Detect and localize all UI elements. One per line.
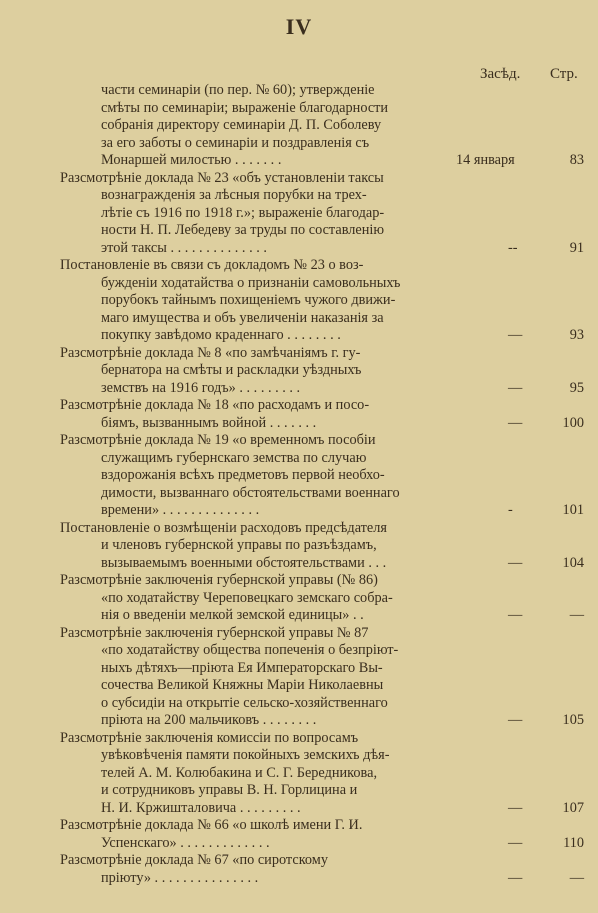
entry-line	[0, 642, 598, 660]
entry-page: 105	[562, 712, 584, 728]
entry-page: 100	[562, 414, 584, 431]
entry-page: 104	[562, 554, 584, 571]
entry-text: нія о введеніи мелкой земской единицы» . .	[101, 607, 364, 623]
column-header-page: Стр.	[550, 66, 578, 82]
entry-line	[0, 537, 598, 555]
entry-text: Успенскаго» . . . . . . . . . . . . .	[101, 834, 270, 851]
entry-line	[0, 135, 598, 153]
entry-session: —	[508, 327, 523, 343]
entry-text: ности Н. П. Лебедеву за труды по составленію	[101, 222, 385, 238]
entry-text: порубокъ тайнымъ похищеніемъ чужого движи-	[101, 292, 396, 308]
entry-line	[0, 275, 598, 293]
entry-text: земствъ на 1916 годъ» . . . . . . . . .	[101, 379, 301, 396]
entry-text: Постановленіе въ связи съ докладомъ № 23 о воз-	[60, 257, 364, 273]
entry-text: за его заботы о семинаріи и поздравленія съ	[101, 134, 370, 151]
toc-entry	[0, 345, 598, 398]
entry-session: —	[508, 834, 523, 851]
entry-text: Разсмотрѣніе доклада № 18 «по расходамъ и посо-	[60, 397, 370, 413]
toc-entry	[0, 432, 598, 520]
entry-page: 93	[569, 327, 584, 343]
entry-text: бужденіи ходатайства о признаніи самовольныхъ	[101, 274, 401, 291]
entry-line	[0, 397, 598, 415]
entry-text: времени» . . . . . . . . . . . . . .	[101, 502, 260, 518]
entry-text: Разсмотрѣніе доклада № 8 «по замѣчаніямъ г. гу-	[60, 344, 361, 361]
entry-line	[0, 310, 598, 328]
entry-text: димости, вызваннаго обстоятельствами военнаго	[101, 484, 400, 501]
entry-session: —	[508, 869, 523, 886]
entry-line	[0, 870, 598, 888]
toc-entry	[0, 572, 598, 625]
entry-line	[0, 485, 598, 503]
entry-session: —	[508, 712, 523, 728]
toc-entry	[0, 257, 598, 345]
entry-text: части семинаріи (по пер. № 60); утвержденіе	[101, 82, 375, 98]
entry-page: —	[569, 869, 584, 886]
entry-text: телей А. М. Колюбакина и С. Г. Бередникова,	[101, 764, 378, 781]
entry-text: собранія директору семинаріи Д. П. Соболеву	[101, 117, 382, 133]
entry-page: —	[569, 607, 584, 623]
entry-line	[0, 100, 598, 118]
entry-page: 83	[569, 152, 584, 168]
entry-page: 95	[569, 379, 584, 396]
entry-line	[0, 415, 598, 433]
entry-page: 91	[569, 239, 584, 256]
entry-line	[0, 782, 598, 800]
entry-line	[0, 695, 598, 713]
entry-line	[0, 817, 598, 835]
entry-text: «по ходатайству общества попеченія о безпрiют-	[101, 642, 399, 658]
entry-session: -	[508, 502, 513, 518]
entry-line	[0, 240, 598, 258]
entry-text: пріюта на 200 мальчиковъ . . . . . . . .	[101, 712, 317, 728]
entry-line	[0, 765, 598, 783]
entry-text: этой таксы . . . . . . . . . . . . . .	[101, 239, 267, 256]
entry-text: Разсмотрѣніе заключенія губернской управы (№ 86)	[60, 572, 378, 588]
entry-line	[0, 835, 598, 853]
entry-text: маго имущества и объ увеличеніи наказанія за	[101, 309, 384, 326]
entry-text: покупку завѣдомо краденнаго . . . . . . . .	[101, 327, 341, 343]
entry-text: Постановленіе о возмѣщеніи расходовъ предсѣдателя	[60, 519, 387, 536]
entry-text: Разсмотрѣніе доклада № 19 «о временномъ пособіи	[60, 432, 376, 448]
entry-text: Монаршей милостью . . . . . . .	[101, 152, 282, 168]
toc-entry	[0, 397, 598, 432]
entry-session: —	[508, 607, 523, 623]
entry-text: и сотрудниковъ управы В. Н. Горлицина и	[101, 782, 358, 798]
entry-session: --	[508, 239, 518, 256]
entry-text: Н. И. Кржишталовича . . . . . . . . .	[101, 799, 301, 816]
entry-session: —	[508, 379, 523, 396]
entry-line	[0, 467, 598, 485]
toc-entry	[0, 730, 598, 818]
entry-line	[0, 852, 598, 870]
entry-text: бернатора на смѣты и раскладки уѣздныхъ	[101, 362, 362, 378]
entry-line	[0, 590, 598, 608]
toc-entries	[0, 82, 598, 887]
entry-line	[0, 205, 598, 223]
entry-line	[0, 152, 598, 170]
entry-text: смѣты по семинаріи; выраженіе благодарности	[101, 99, 389, 116]
entry-line	[0, 345, 598, 363]
entry-line	[0, 380, 598, 398]
entry-line	[0, 117, 598, 135]
entry-session: —	[508, 799, 523, 816]
toc-entry	[0, 170, 598, 258]
entry-line	[0, 257, 598, 275]
entry-line	[0, 292, 598, 310]
entry-line	[0, 502, 598, 520]
entry-line	[0, 747, 598, 765]
entry-text: вызываемымъ военными обстоятельствами . . .	[101, 554, 387, 571]
entry-line	[0, 625, 598, 643]
entry-line	[0, 712, 598, 730]
entry-text: вознагражденія за лѣсныя порубки на трех-	[101, 187, 367, 203]
entry-line	[0, 800, 598, 818]
entry-line	[0, 607, 598, 625]
entry-page: 107	[562, 799, 584, 816]
entry-session: —	[508, 554, 523, 571]
entry-text: пріюту» . . . . . . . . . . . . . . .	[101, 869, 259, 886]
column-header-session: Засѣд.	[480, 66, 521, 82]
entry-text: «по ходатайству Череповецкаго земскаго собра-	[101, 589, 393, 606]
entry-session: 14 января	[456, 152, 515, 168]
page-number: IV	[285, 14, 313, 39]
entry-session: —	[508, 414, 523, 431]
entry-text: и членовъ губернской управы по разъѣздамъ,	[101, 537, 377, 553]
entry-line	[0, 432, 598, 450]
toc-entry	[0, 625, 598, 730]
entry-text: Разсмотрѣніе заключенія комиссіи по вопросамъ	[60, 729, 359, 746]
entry-line	[0, 660, 598, 678]
entry-line	[0, 82, 598, 100]
entry-text: Разсмотрѣніе доклада № 23 «объ установленіи таксы	[60, 169, 384, 186]
entry-line	[0, 572, 598, 590]
entry-line	[0, 187, 598, 205]
entry-text: увѣковѣченія памяти покойныхъ земскихъ дѣя-	[101, 747, 390, 763]
entry-text: Разсмотрѣніе доклада № 67 «по сиротскому	[60, 852, 328, 868]
entry-line	[0, 520, 598, 538]
entry-text: Разсмотрѣніе заключенія губернской управы № 87	[60, 624, 369, 641]
entry-line	[0, 730, 598, 748]
entry-text: біямъ, вызваннымъ войной . . . . . . .	[101, 414, 317, 431]
entry-page: 110	[563, 834, 584, 851]
entry-text: сочества Великой Княжны Маріи Николаевны	[101, 677, 384, 693]
entry-page: 101	[562, 502, 584, 518]
entry-text: о субсидіи на открытіе сельско-хозяйственнаго	[101, 694, 388, 711]
entry-text: Разсмотрѣніе доклада № 66 «о школѣ имени Г. И.	[60, 817, 363, 833]
entry-text: служащимъ губернскаго земства по случаю	[101, 449, 367, 466]
toc-entry	[0, 82, 598, 170]
toc-entry	[0, 520, 598, 573]
entry-line	[0, 362, 598, 380]
entry-line	[0, 450, 598, 468]
entry-line	[0, 170, 598, 188]
entry-line	[0, 327, 598, 345]
entry-text: вздорожанія всѣхъ предметовъ первой необхо-	[101, 467, 385, 483]
toc-entry	[0, 852, 598, 887]
entry-line	[0, 222, 598, 240]
entry-text: лѣтіе съ 1916 по 1918 г.»; выраженіе благодар-	[101, 204, 385, 221]
toc-entry	[0, 817, 598, 852]
entry-line	[0, 677, 598, 695]
entry-line	[0, 555, 598, 573]
entry-text: ныхъ дѣтяхъ—пріюта Ея Императорскаго Вы-	[101, 659, 383, 676]
